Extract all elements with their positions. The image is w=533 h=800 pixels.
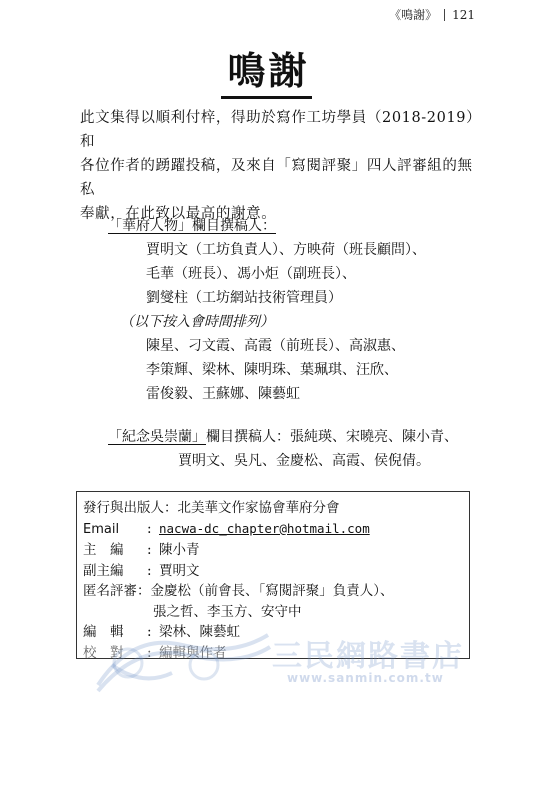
contributor-line: 賈明文（工坊負責人）、方映荷（班長顧問）、 (146, 242, 426, 258)
colon: : (147, 624, 152, 640)
row-label: 編 輯 (83, 624, 124, 640)
contributor-line: 毛華（班長）、馮小炬（副班長）、 (146, 266, 356, 282)
intro-paragraph (80, 106, 480, 226)
email-row (83, 519, 394, 541)
section-heading (108, 214, 426, 238)
editor-in-chief-row (83, 540, 394, 561)
email-label: Email (83, 521, 120, 537)
contributor-line: 賈明文、吳凡、金慶松、高霞、侯倪倩。 (178, 453, 430, 469)
publisher-row: 發行與出版人：北美華文作家協會華府分會 (83, 500, 340, 516)
section-memorial (108, 425, 458, 473)
publication-info-box (76, 491, 470, 659)
email-link[interactable]: nacwa-dc_chapter@hotmail.com (159, 520, 370, 536)
row-value: 編輯與作者 (159, 644, 227, 661)
section-heading-rest: 欄目撰稿人： (192, 218, 276, 234)
order-note: （以下按入會時間排列） (120, 314, 274, 330)
colon: : (147, 520, 152, 537)
colon: : (147, 562, 152, 579)
page-number: 121 (452, 8, 475, 22)
paragraph-line: 此文集得以順利付梓，得助於寫作工坊學員（2018-2019）和 (80, 110, 474, 150)
paragraph-line: 各位作者的踴躍投稿，及來自「寫閱評聚」四人評審組的無私 (80, 158, 473, 198)
page-title (0, 46, 533, 99)
section-heading (108, 425, 458, 449)
section-heading-title: 「紀念吳崇蘭」 (108, 429, 206, 445)
section-heading-rest: 欄目撰稿人：張純瑛、宋曉亮、陳小青、 (206, 429, 458, 445)
row-value: 金慶松（前會長、「寫閱評聚」負責人）、 (150, 583, 394, 599)
contributor-line: 陳星、刁文霞、高霞（前班長）、高淑惠、 (146, 338, 405, 354)
header-divider (444, 9, 445, 21)
section-heading-title: 「華府人物」 (108, 218, 192, 234)
row-value: 梁林、陳藝虹 (159, 624, 240, 640)
reviewers-row (83, 581, 394, 602)
page-title-text: 鳴謝 (221, 46, 311, 99)
page-header (389, 6, 475, 23)
proofreading-row (83, 643, 394, 664)
paragraph-line: 奉獻，在此致以最高的謝意。 (80, 206, 277, 222)
colon: : (147, 644, 152, 661)
colon: : (147, 542, 152, 558)
reviewers-row-cont: 張之哲、李玉方、安守中 (153, 603, 302, 620)
watermark-url: www.sanmin.com.tw (287, 671, 444, 685)
row-value: 賈明文 (159, 562, 200, 579)
contributor-line: 劉燮柱（工坊網站技術管理員） (146, 290, 342, 306)
row-label: 副主編 (83, 562, 124, 579)
section-label: 《鳴謝》 (389, 8, 438, 22)
row-label: 校 對 (83, 644, 124, 661)
contributor-line: 李策輝、梁林、陳明珠、葉珮琪、汪欣、 (146, 362, 398, 378)
section-huafu-people (108, 214, 426, 406)
row-label: 匿名評審： (83, 583, 151, 599)
contributor-line: 雷俊毅、王蘇娜、陳藝虹 (146, 386, 300, 402)
watermark-text: 三民網路書店 (272, 639, 464, 674)
editors-row (83, 622, 394, 643)
row-value: 陳小青 (159, 542, 200, 558)
row-label: 主 編 (83, 542, 124, 558)
deputy-editor-row (83, 561, 394, 582)
